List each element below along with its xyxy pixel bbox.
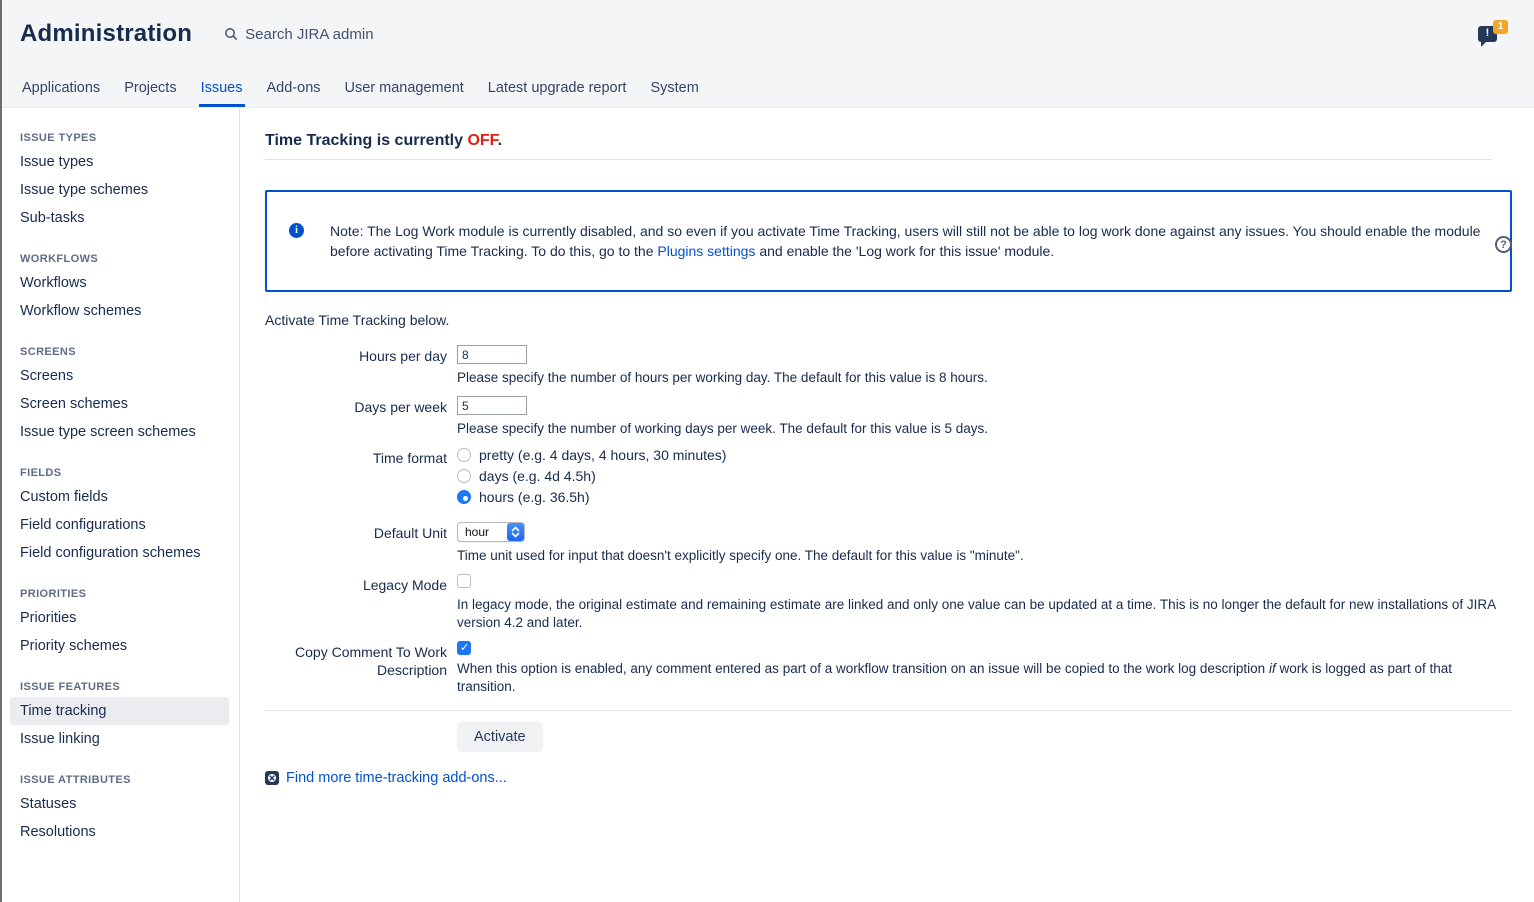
info-icon: i	[289, 223, 304, 238]
time-tracking-status-heading: Time Tracking is currently OFF.	[265, 132, 503, 149]
form-bottom-divider	[265, 710, 1512, 711]
default-unit-row	[265, 522, 1512, 565]
status-off-text: OFF	[467, 132, 498, 149]
sidebar-section-priorities	[0, 582, 239, 660]
time-format-option-pretty[interactable]: pretty (e.g. 4 days, 4 hours, 30 minutes)	[457, 447, 726, 463]
addons-link-row	[265, 770, 1512, 786]
tab-add-ons[interactable]: Add-ons	[266, 79, 321, 96]
hours-per-day-row	[265, 345, 1512, 387]
issues-sidebar	[0, 108, 240, 902]
activate-intro-text: Activate Time Tracking below.	[265, 312, 450, 328]
sidebar-heading: FIELDS	[20, 467, 62, 479]
time-format-option-hours[interactable]: hours (e.g. 36.5h)	[457, 489, 726, 505]
radio-icon[interactable]	[457, 469, 471, 483]
sidebar-section-fields	[0, 461, 239, 567]
select-stepper-icon	[507, 523, 524, 541]
sidebar-item-time-tracking[interactable]: Time tracking	[10, 697, 229, 725]
copy-comment-description: When this option is enabled, any comment entered as part of a workflow transition on an issue will be copied to the work log description if work is logged as part of that transition.	[457, 661, 1453, 694]
tab-latest-upgrade-report[interactable]: Latest upgrade report	[487, 79, 627, 96]
plugins-settings-link[interactable]: Plugins settings	[657, 243, 756, 259]
sidebar-item-statuses[interactable]: Statuses	[20, 796, 77, 812]
sidebar-item-workflow-schemes[interactable]: Workflow schemes	[20, 303, 142, 319]
sidebar-section-screens	[0, 340, 239, 446]
activate-button-row	[265, 722, 1512, 752]
page-title: Administration	[20, 20, 193, 47]
time-format-label: Time format	[372, 450, 447, 466]
time-tracking-content	[240, 108, 1534, 902]
tab-issues[interactable]: Issues	[199, 68, 245, 107]
tab-applications[interactable]: Applications	[22, 79, 101, 96]
default-unit-description: Time unit used for input that doesn't explicitly specify one. The default for this value is "minute".	[457, 548, 1024, 563]
days-per-week-label: Days per week	[354, 399, 447, 415]
tab-user-management[interactable]: User management	[344, 79, 464, 96]
sidebar-section-issue-types	[0, 126, 239, 232]
hours-per-day-input[interactable]	[457, 345, 527, 364]
sidebar-item-priorities[interactable]: Priorities	[20, 610, 77, 626]
marketplace-icon	[265, 771, 279, 785]
days-per-week-input[interactable]	[457, 396, 527, 415]
sidebar-section-issue-attributes	[0, 768, 239, 846]
search-icon	[224, 27, 238, 41]
sidebar-item-custom-fields[interactable]: Custom fields	[20, 489, 108, 505]
legacy-mode-checkbox[interactable]	[457, 574, 471, 588]
copy-comment-checkbox[interactable]	[457, 641, 471, 655]
heading-divider	[265, 159, 1492, 160]
days-per-week-row	[265, 396, 1512, 438]
search-input[interactable]	[245, 26, 465, 43]
time-format-row	[265, 447, 1512, 510]
sidebar-item-issue-type-schemes[interactable]: Issue type schemes	[20, 182, 149, 198]
default-unit-label: Default Unit	[373, 525, 447, 541]
sidebar-item-priority-schemes[interactable]: Priority schemes	[20, 638, 128, 654]
copy-comment-row	[265, 641, 1512, 696]
sidebar-heading: ISSUE TYPES	[20, 132, 97, 144]
sidebar-section-workflows	[0, 247, 239, 325]
notification-bubble-icon: !	[1478, 26, 1497, 42]
sidebar-item-issue-types[interactable]: Issue types	[20, 154, 94, 170]
log-work-note	[265, 190, 1512, 292]
sidebar-item-resolutions[interactable]: Resolutions	[20, 824, 96, 840]
header-top-row	[0, 0, 1534, 68]
find-addons-link[interactable]: Find more time-tracking add-ons...	[286, 770, 507, 786]
copy-comment-label: Copy Comment To Work Description	[295, 644, 447, 678]
activate-button[interactable]: Activate	[457, 722, 543, 752]
sidebar-item-screen-schemes[interactable]: Screen schemes	[20, 396, 128, 412]
sidebar-item-issue-linking[interactable]: Issue linking	[20, 731, 100, 747]
help-icon[interactable]: ?	[1495, 236, 1512, 253]
admin-search	[224, 26, 465, 43]
default-unit-select[interactable]	[457, 522, 525, 542]
sidebar-heading: PRIORITIES	[20, 588, 87, 600]
default-unit-value: hour	[465, 525, 490, 539]
legacy-mode-description: In legacy mode, the original estimate and remaining estimate are linked and only one value can be updated at a time. This is no longer the default for new installations of JIRA version 4.2 and later.	[457, 597, 1496, 630]
sidebar-item-field-configuration-schemes[interactable]: Field configuration schemes	[20, 545, 201, 561]
hours-per-day-description: Please specify the number of hours per working day. The default for this value is 8 hours.	[457, 370, 988, 385]
sidebar-heading: WORKFLOWS	[20, 253, 99, 265]
notification-badge: 1	[1493, 20, 1508, 34]
hours-per-day-label: Hours per day	[359, 348, 447, 364]
legacy-mode-row	[265, 574, 1512, 632]
tab-system[interactable]: System	[650, 79, 699, 96]
sidebar-heading: SCREENS	[20, 346, 76, 358]
sidebar-item-screens[interactable]: Screens	[20, 368, 74, 384]
notifications-button[interactable]	[1478, 20, 1508, 48]
window-edge	[0, 0, 2, 902]
radio-icon[interactable]	[457, 448, 471, 462]
sidebar-item-issue-type-screen-schemes[interactable]: Issue type screen schemes	[20, 424, 196, 440]
app-header	[0, 0, 1534, 108]
sidebar-heading: ISSUE ATTRIBUTES	[20, 774, 131, 786]
admin-nav-tabs	[0, 68, 1534, 108]
sidebar-item-field-configurations[interactable]: Field configurations	[20, 517, 146, 533]
tab-projects[interactable]: Projects	[124, 79, 177, 96]
sidebar-heading: ISSUE FEATURES	[20, 681, 121, 693]
sidebar-section-issue-features	[0, 675, 239, 753]
radio-selected-icon[interactable]	[457, 490, 471, 504]
legacy-mode-label: Legacy Mode	[362, 577, 447, 593]
time-format-option-days[interactable]: days (e.g. 4d 4.5h)	[457, 468, 726, 484]
sidebar-item-sub-tasks[interactable]: Sub-tasks	[20, 210, 85, 226]
sidebar-item-workflows[interactable]: Workflows	[20, 275, 87, 291]
note-text: Note: The Log Work module is currently disabled, and so even if you activate Time Tracking, users will still not be able to log work done against any issues. You should enable the module before activating Time Tracking. To do this, go to the Plugins settings and enable the 'Log work for this issue' module.	[330, 223, 1481, 259]
days-per-week-description: Please specify the number of working days per week. The default for this value is 5 days.	[457, 421, 989, 436]
